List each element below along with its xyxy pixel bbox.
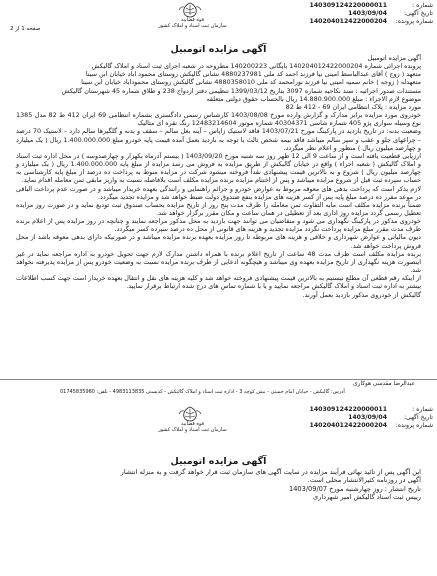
notice-header: [0, 0, 437, 40]
body-paragraph: ارزیابی قطعیت یافته است و از ساعت 9 الی 12 ظهر روز سه شنبه مورخ 1403/09/20 ( بیستم آذرماه یکهزار و چهارصدوسه ) در محل اداره ثبت اسناد و املاک گالیکش ( شعبه اجراء ) واقع در خیابان گالیکش از طریق مزایده به فروش می رسد مزایده از مبلغ پایه 1.400.000.000 ریال ( یک میلیارد و چهارصد میلیون ریال ) شروع و به بالاترین قیمت پیشنهادی نقداً فروخته میشود شرکت در مزایده منوط به پرداخت ده درصد از مبلغ پایه کارشناسی به حساب سپرده ثبت قبل از شروع مزایده میباشد و پس از اختتام مزایده برنده مزایده مکلف است بلافاصله نسبت به واریز مابقی ثمن معامله اقدام نماید.: [16, 151, 421, 185]
body-paragraph: خودروی مورد مزایده برابر مدارک و گزارش وارده مورخ 1403/08/08 کارشناس رسمی دادگستری بشماره انتظامی 69 ایران 412 ط 82 مدل 1385 نوع وسیله سواری پژو 405 شماره شاسی 40304371 شماره موتور 12483214604 رنگ نقره ای متالیک: [16, 111, 422, 128]
notice-body: [16, 54, 421, 299]
body-paragraph: پرونده اجرائی شماره 140204012422000204 بایگانی 140200223 مطروحه در شعبه اجرای ثبت اسناد و املاک گالیکش: [91, 62, 421, 71]
judiciary-emblem-icon: [175, 2, 205, 18]
case-label: شماره پرونده:: [395, 18, 433, 25]
case-value: 140204012422000204: [309, 18, 388, 25]
notice-header-2: [0, 404, 437, 444]
body-paragraph: موضوع لازم الاجراء : مبلغ 14.880.900.000 ریال بالحساب حقوق دولتی متعلقه: [206, 94, 421, 103]
date-value: 1403/09/04: [348, 414, 388, 421]
footer-signature: عبدالرضا مقدسی هوکاری: [353, 381, 415, 387]
notice-body-2: [16, 468, 421, 502]
org-line-registry: سازمان ثبت اسناد و املاک کشور: [158, 427, 227, 433]
body-paragraph: مستندات صدور اجرائیه : سند نکاحیه شماره 3097 بتاریخ 1399/03/12 تنظیمی دفتر ازدواج 238 و طلاق شماره 45 شهرستان گالیکش: [61, 86, 421, 95]
org-line-registry: سازمان ثبت اسناد و املاک کشور: [158, 23, 227, 29]
body-paragraph: متعهدله ( زوجه ) خانم سمیه امینی نیا فرزند نورامحمد کد ملی 4880358010 نشانی گالیکش روستای محموداباد خیابان ابن سینا: [81, 78, 421, 87]
notice-title: آگهی مزایده اتومبیل: [170, 44, 267, 55]
body-paragraph: لازم بذکر است که پرداخت بدهی های معوقه مربوط به عوارض خودرو و جرائم راهنمایی و رانندگی بعهده خریدار میباشد و در صورت عدم پرداخت الباقی در موعد مقرر ده درصد مبلغ پایه پس از کسر هزینه های مزایده بنفع صندوق دولت ضبط خواهد شد و مزایده تجدید میگردد.: [16, 184, 421, 201]
body-paragraph: برنده مزایده مکلف است ظرف مدت 48 ساعت از تاریخ اعلام برنده با همراه داشتن مدارک لازم جهت تحویل خودرو به اداره مراجعه نماید در غیر اینصورت هزینه نگهداری از تاریخ مزایده بعهده وی میباشد و هیچگونه ادعایی از طرف برنده مزایده نسبت به وضعیت خودرو پس از مزایده پذیرفته نخواهد شد.: [16, 249, 421, 275]
judiciary-emblem-icon: [175, 406, 205, 422]
org-name: [150, 17, 235, 29]
org-name: [150, 421, 235, 433]
body-paragraph: ضمناً برنده مزایده مکلف است مابه التفاوت ثمن معامله را ظرف مدت پنج روز از تاریخ مزایده بحساب صندوق ثبت تودیع نماید و در صورت روز مزایده تعطیل رسمی گردد مزایده روز اداری بعد از تعطیلی در همان ساعت و مکان مقرر برگزار خواهد شد.: [16, 200, 421, 217]
number-value: 140309124220000011: [309, 406, 388, 413]
body-paragraph: این آگهی پس از تائید نهائی فرآیند مزایده در سایت آگهی های سازمان ثبت قرار خواهد گرفت و به منزله انتشار: [120, 468, 421, 476]
body-paragraph: مورد مزایده : پلاک انتظامی ایران 69 - 412 ط 82: [285, 102, 421, 111]
body-paragraph: وضعیت بدنه: در تاریخ بازدید در پارکینگ مورخ 1403/07/21 فاقد لاستیک زاپاس – آینه بغل سالم – سقف و بدنه و گلگیرها سالم دارد – لاستیک 70 درصد – چراغهای جلو و عقب و سپر سالم میباشد فاقد بیمه شخص ثالث با توجه به بازدید بعمل آمده قیمت پایه خودرو مبلغ 1.400.000.000 ریال ( یک میلیارد و چهارصد میلیون ریال ) منظور و اعلام نظر میگردد.: [16, 127, 421, 152]
notice-title-2: آگهی مزایده اتومبیل: [170, 456, 267, 467]
body-paragraph: آگهی در روزنامه کثیرالانتشار محلی است.: [307, 476, 421, 485]
notice-meta: [263, 2, 433, 26]
body-paragraph: آگهی مزایده اتومبیل: [367, 54, 421, 62]
org-line-judiciary: قوه قضاییه: [180, 421, 204, 427]
number-label: شماره :: [412, 406, 433, 413]
body-paragraph: خودروی مذکور در پارکینگ نگهداری می شود و متقاضیان می توانند جهت بازدید به محل مذکور مراجعه نمایند و چنانچه در روز مزایده پس از اعلام برنده ظرف مدت مقرر مبلغ مزایده پرداخت نگردد مزایده تجدید و هزینه های قانونی از محل ده درصد سپرده کسر میگردد.: [16, 217, 421, 234]
body-paragraph: دیون مالیاتی و عوارض شهرداری و خلافی و هزینه های مربوطه تا روز مزایده بعهده برنده مزایده میباشد و در صورتیکه دارای بدهی معوقه باشد از محل فروش پرداخت خواهد شد.: [16, 233, 421, 250]
publish-date: تاریخ انتشار : روز چهارشنبه مورخ 1403/09/07: [289, 484, 421, 493]
org-line-judiciary: قوه قضاییه: [180, 17, 204, 23]
footer-address: آدرس: گالیکش - خیابان امام خمینی - نبش کوچه 3 - اداره ثبت اسناد و املاک گالیکش - کدپستی 4983113835 - تلفن: 01745835960: [60, 389, 345, 395]
page-divider: [0, 379, 437, 380]
number-label: شماره :: [412, 2, 433, 9]
signatory: رییس ثبت اسناد گالیکش امیر شهرداری: [313, 493, 421, 502]
body-paragraph: متعهد ( زوج ) آقای عبدالباسط امینی نیا فرزند احمد کد ملی 4880237981 نشانی گالیکش روستای محمود اباد خیابان ابن سینا: [85, 70, 421, 79]
page-number: صفحه 1 از 2: [10, 26, 41, 32]
body-paragraph: از اینکه رقم قطعی آن مطلع نیستیم به بالاترین قیمت پیشنهادی فروخته خواهد شد و کلیه هزینه های نقل و انتقال بعهده خریدار است جهت کسب اطلاعات بیشتر به اداره ثبت اسناد و املاک گالیکش مراجعه نمایید و یا با شماره تماس های درج شده ارتباط برقرار نمایید.: [16, 274, 421, 291]
page-footer: [0, 381, 437, 398]
number-value: 140309124220000011: [309, 2, 388, 9]
date-value: 1403/09/04: [348, 10, 388, 17]
body-paragraph: گالیکش از خودروی مذکور بازدید بعمل آورند.: [302, 290, 421, 299]
date-label: تاریخ آگهی:: [403, 10, 433, 17]
date-label: تاریخ آگهی:: [403, 414, 433, 421]
case-label: شماره پرونده:: [395, 422, 433, 429]
case-value: 140204012422000204: [309, 422, 388, 429]
notice-meta-2: [263, 406, 433, 430]
